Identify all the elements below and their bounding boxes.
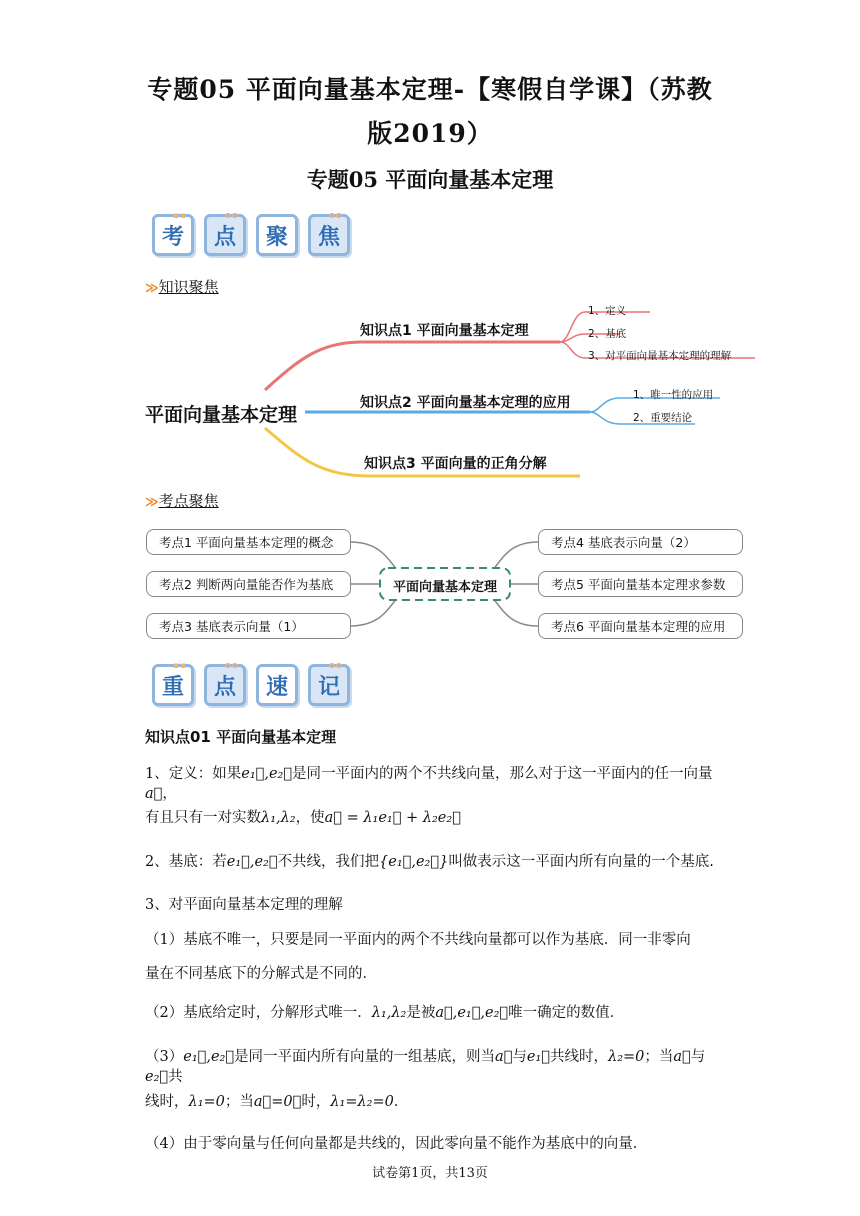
badge-char: ▪▪ 考: [152, 214, 194, 256]
mindmap1-branch-3: 知识点3 平面向量的正角分解: [364, 456, 547, 472]
exam-point-6: 考点6 平面向量基本定理的应用: [538, 613, 743, 639]
doc-title-line1: 专题05 平面向量基本定理-【寒假自学课】（苏教: [147, 75, 713, 104]
section-knowledge-focus: [145, 276, 219, 297]
mindmap1-item: 3、对平面向量基本定理的理解: [588, 350, 732, 362]
para-item-4: （4）由于零向量与任何向量都是共线的，因此零向量不能作为基底中的向量．: [145, 1136, 648, 1152]
para-understanding-heading: 3、对平面向量基本定理的理解: [145, 897, 343, 913]
mindmap1-center: 平面向量基本定理: [145, 404, 298, 426]
exam-point-4: 考点4 基底表示向量（2）: [538, 529, 743, 555]
mindmap1-branch-2: 知识点2 平面向量基本定理的应用: [360, 395, 571, 411]
para-item-3a: （3）e₁⃗,e₂⃗是同一平面内所有向量的一组基底，则当a⃗与e₁⃗共线时，λ₂=0；当a⃗与e₂⃗共: [145, 1049, 706, 1086]
double-chevron-icon: ≫: [145, 281, 159, 296]
badge-char: oo 焦: [308, 214, 350, 256]
mindmap1-item: 2、重要结论: [633, 412, 693, 424]
mindmap1-branch-1: 知识点1 平面向量基本定理: [360, 323, 529, 339]
double-chevron-icon: ≫: [145, 495, 159, 510]
mindmap1-item: 1、唯一性的应用: [633, 389, 714, 401]
para-item-1b: 量在不同基底下的分解式是不同的．: [145, 966, 377, 982]
section-label: 知识聚焦: [158, 278, 219, 296]
mindmap2-center: 平面向量基本定理: [392, 580, 497, 595]
para-basis: 2、基底：若e₁⃗,e₂⃗不共线，我们把{e₁⃗,e₂⃗}叫做表示这一平面内所有向量的一个基底.: [145, 854, 714, 870]
exam-point-5: 考点5 平面向量基本定理求参数: [538, 571, 743, 597]
para-item-3b: 线时，λ₁=0；当a⃗=0⃗时，λ₁=λ₂=0．: [145, 1094, 409, 1110]
para-definition-1: 1、定义：如果e₁⃗,e₂⃗是同一平面内的两个不共线向量，那么对于这一平面内的任一向量a⃗，: [145, 766, 713, 803]
exam-point-2: 考点2 判断两向量能否作为基底: [146, 571, 351, 597]
para-definition-2: 有且只有一对实数λ₁,λ₂，使a⃗ = λ₁e₁⃗ + λ₂e₂⃗: [145, 810, 461, 826]
exam-point-1: 考点1 平面向量基本定理的概念: [146, 529, 351, 555]
badge-char: ▪▪ 重: [152, 664, 194, 706]
mindmap1-item: 1、定义: [588, 305, 627, 317]
para-item-1a: （1）基底不唯一，只要是同一平面内的两个不共线向量都可以作为基底．同一非零向: [145, 932, 691, 948]
section-label: 考点聚焦: [158, 492, 219, 510]
page-footer: 试卷第1页，共13页: [372, 1166, 488, 1181]
section-exam-focus: [145, 490, 219, 511]
branch-1-line: [265, 342, 560, 390]
badge-char: oo 点: [204, 214, 246, 256]
doc-title-line2: 版2019）: [367, 119, 493, 148]
badge-char: oo 记: [308, 664, 350, 706]
para-item-2: （2）基底给定时，分解形式唯一．λ₁,λ₂是被a⃗,e₁⃗,e₂⃗唯一确定的数值．: [145, 1005, 625, 1021]
exam-point-3: 考点3 基底表示向量（1）: [146, 613, 351, 639]
doc-subtitle: 专题05 平面向量基本定理: [306, 167, 554, 192]
mindmap1-item: 2、基底: [588, 328, 627, 340]
badge-char: 聚: [256, 214, 298, 256]
knowledge-point-heading: 知识点01 平面向量基本定理: [145, 728, 337, 746]
badge-char: oo 点: [204, 664, 246, 706]
badge-char: 速: [256, 664, 298, 706]
